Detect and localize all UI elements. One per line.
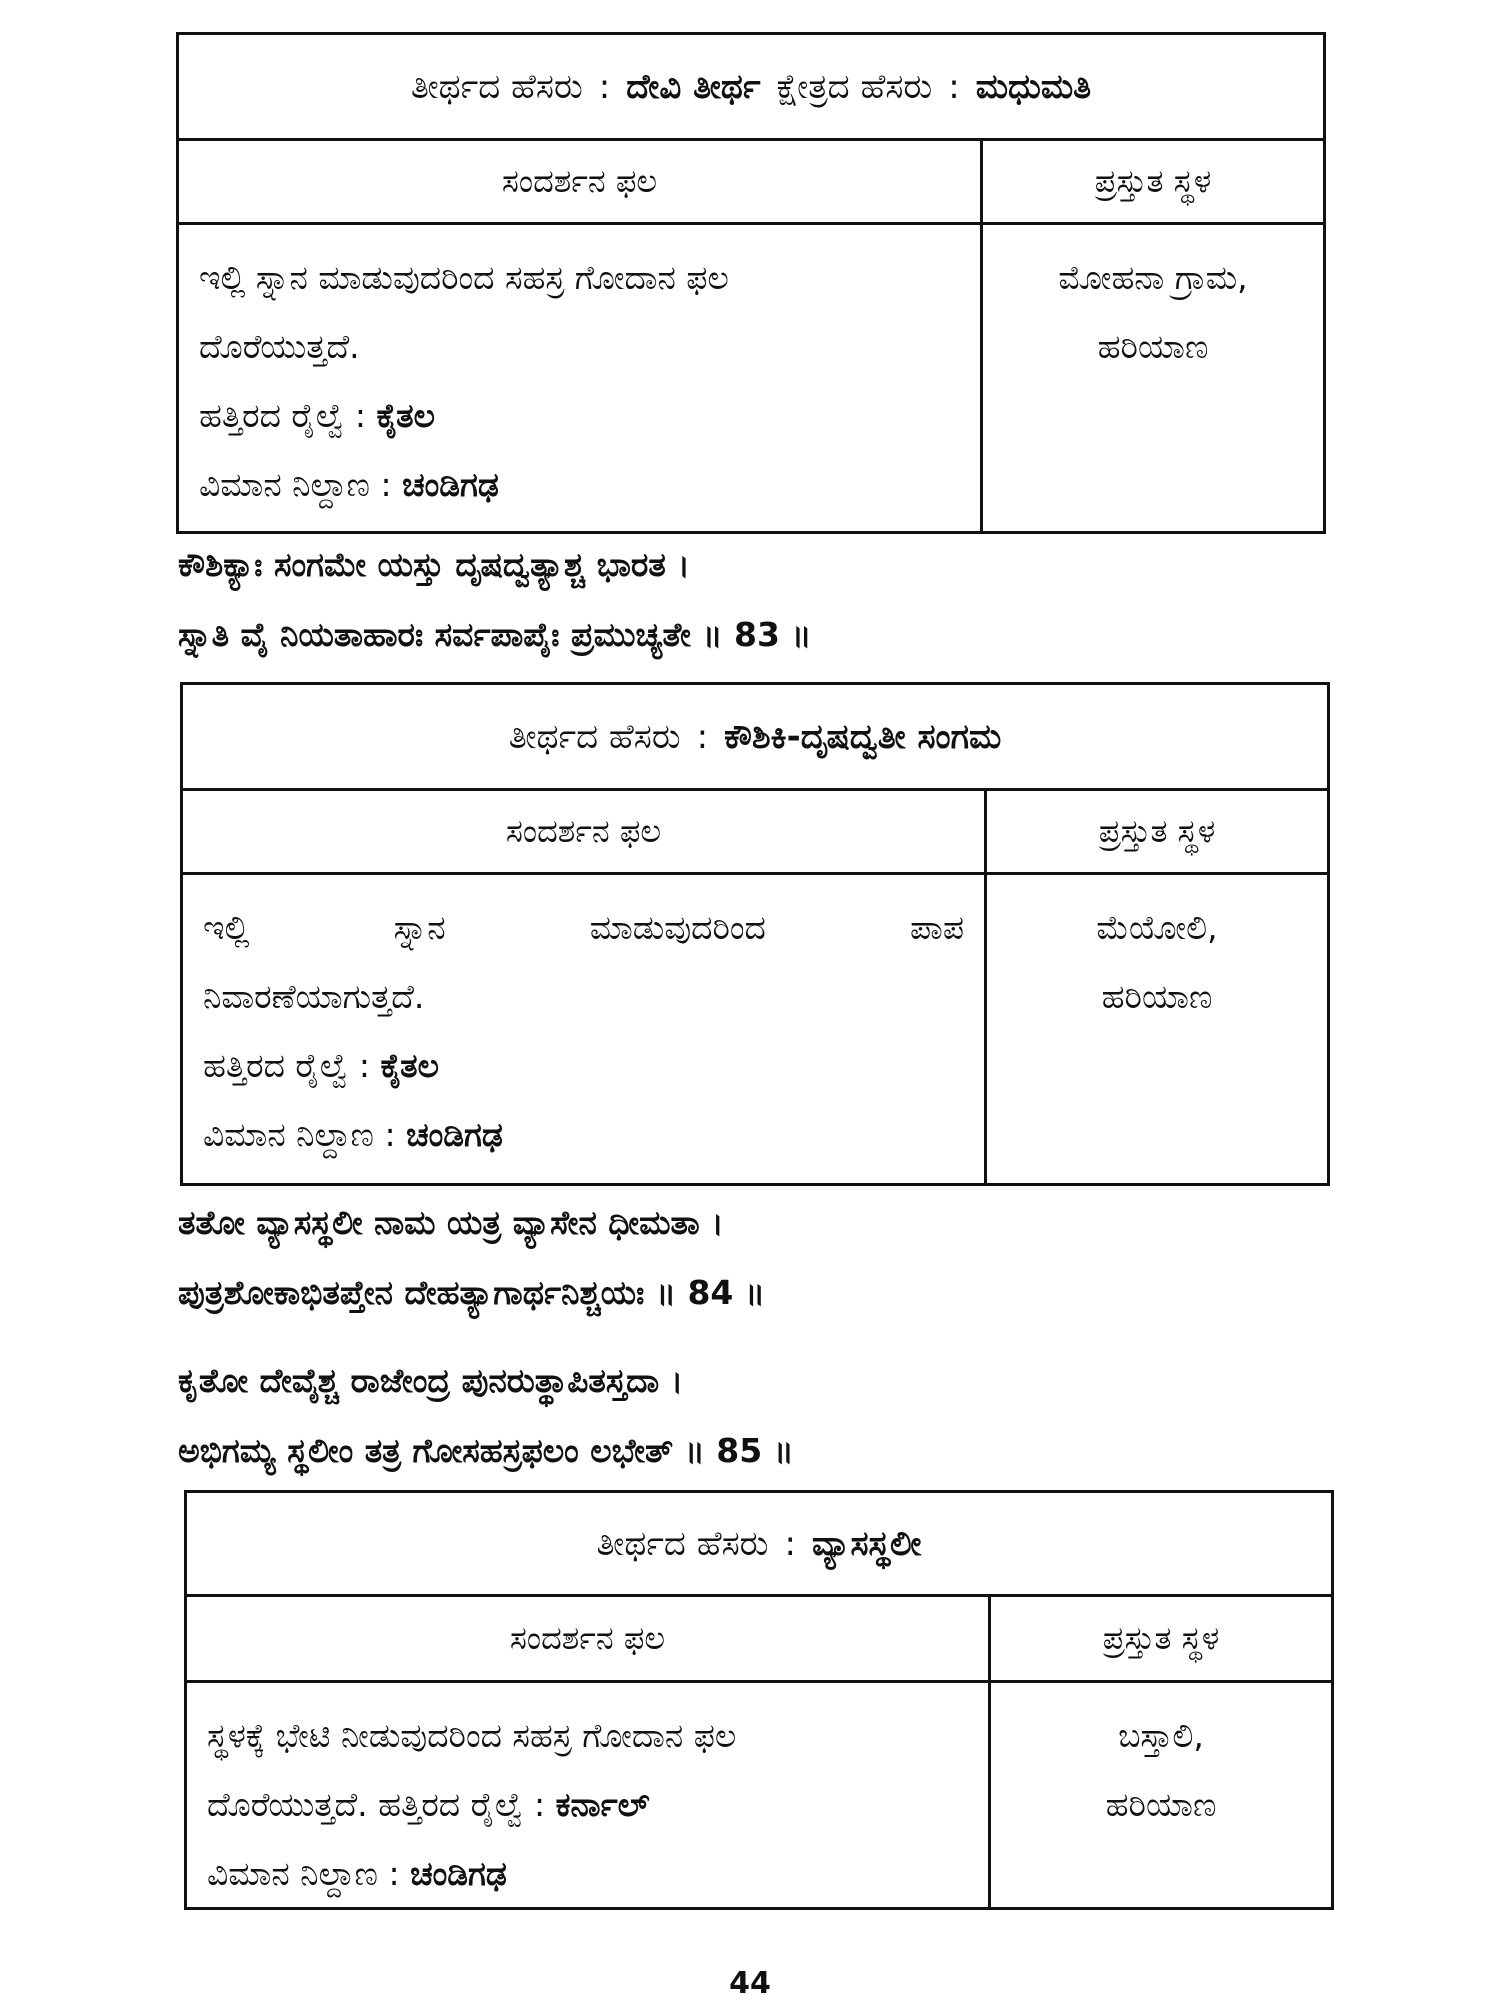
benefit-text-line: ನಿವಾರಣೆಯಾಗುತ್ತದೆ. (203, 977, 425, 1016)
location-line: ಹರಿಯಾಣ (1105, 1785, 1217, 1824)
colon: : (358, 1046, 370, 1085)
railway-label: ಹತ್ತಿರದ ರೈಲ್ವೆ (199, 396, 345, 435)
table-body-row (179, 225, 1323, 531)
tirtha-table-kaushiki (180, 682, 1330, 1186)
table-body-row (187, 1683, 1331, 1907)
airport-line (203, 1100, 964, 1169)
benefit-cell (179, 225, 983, 531)
benefit-word: ಪಾಪ (910, 908, 964, 947)
airport-label: ವಿಮಾನ ನಿಲ್ದಾಣ (203, 1115, 374, 1154)
railway-value: ಕರ್ನಾಲ್ (555, 1785, 650, 1824)
table-title-row (187, 1493, 1331, 1597)
airport-line (207, 1839, 968, 1908)
colon: : (534, 1785, 546, 1824)
benefit-text-line: ಸ್ಥಳಕ್ಕೆ ಭೇಟಿ ನೀಡುವುದರಿಂದ ಸಹಸ್ರ ಗೋದಾನ ಫಲ (207, 1716, 737, 1755)
location-cell (987, 875, 1327, 1183)
benefit-word: ಸ್ನಾನ (393, 908, 446, 947)
benefit-word: ಮಾಡುವುದರಿಂದ (589, 908, 766, 947)
column-header-benefit: ಸಂದರ್ಶನ ಫಲ (187, 1597, 991, 1680)
kshetra-name-value: ಮಧುಮತಿ (975, 66, 1092, 107)
column-header-location: ಪ್ರಸ್ತುತ ಸ್ಥಳ (1094, 162, 1212, 200)
railway-value: ಕೈತಲ (380, 1046, 439, 1085)
colon: : (696, 716, 709, 757)
benefit-cell (183, 875, 987, 1183)
railway-value: ಕೈತಲ (376, 396, 435, 435)
column-header-benefit: ಸಂದರ್ಶನ ಫಲ (183, 791, 987, 872)
tirtha-name-label: ತೀರ್ಥದ ಹೆಸರು (596, 1523, 769, 1564)
benefit-text-line: ಇಲ್ಲಿ ಸ್ನಾನ ಮಾಡುವುದರಿಂದ ಸಹಸ್ರ ಗೋದಾನ ಫಲ (199, 258, 729, 297)
table-header-row (187, 1597, 1331, 1683)
table-body-row (183, 875, 1327, 1183)
benefit-cell (187, 1683, 991, 1907)
benefit-text-line: ದೊರೆಯುತ್ತದೆ. (199, 327, 360, 366)
airport-label: ವಿಮಾನ ನಿಲ್ದಾಣ (207, 1854, 378, 1893)
benefit-word: ಇಲ್ಲಿ (203, 908, 250, 947)
location-line: ಹರಿಯಾಣ (1101, 977, 1213, 1016)
location-cell (991, 1683, 1331, 1907)
column-header-location: ಪ್ರಸ್ತುತ ಸ್ಥಳ (1102, 1619, 1220, 1657)
airport-value: ಚಂಡಿಗಢ (402, 465, 499, 504)
verse-84-line-1: ತತೋ ವ್ಯಾಸಸ್ಥಲೀ ನಾಮ ಯತ್ರ ವ್ಯಾಸೇನ ಧೀಮತಾ । (178, 1203, 724, 1242)
colon: : (948, 66, 960, 107)
column-header-location: ಪ್ರಸ್ತುತ ಸ್ಥಳ (1098, 812, 1216, 850)
location-line: ಮೋಹನಾ ಗ್ರಾಮ, (1058, 258, 1248, 297)
tirtha-name-label: ತೀರ್ಥದ ಹೆಸರು (410, 66, 583, 107)
column-header-benefit: ಸಂದರ್ಶನ ಫಲ (179, 141, 983, 222)
table-title-row (183, 685, 1327, 791)
verse-83-line-1: ಕೌಶಿಕ್ಯಾಃ ಸಂಗಮೇ ಯಸ್ತು ದೃಷದ್ವತ್ಯಾಶ್ಚ ಭಾರತ । (178, 545, 690, 584)
railway-label: ಹತ್ತಿರದ ರೈಲ್ವೆ (203, 1046, 349, 1085)
colon: : (384, 1115, 396, 1154)
railway-line (199, 381, 960, 450)
tirtha-name-value: ಕೌಶಿಕಿ-ದೃಷದ್ವತೀ ಸಂಗಮ (724, 716, 1002, 757)
railway-line (203, 1031, 964, 1100)
tirtha-name-value: ವ್ಯಾಸಸ್ಥಲೀ (811, 1523, 922, 1564)
colon: : (380, 465, 392, 504)
table-header-row (179, 141, 1323, 225)
kshetra-name-label: ಕ್ಷೇತ್ರದ ಹೆಸರು (776, 66, 933, 107)
tirtha-table-devi (176, 32, 1326, 534)
tirtha-name-label: ತೀರ್ಥದ ಹೆಸರು (508, 716, 681, 757)
colon: : (354, 396, 366, 435)
location-cell (983, 225, 1323, 531)
verse-85-line-2: ಅಭಿಗಮ್ಯ ಸ್ಥಲೀಂ ತತ್ರ ಗೋಸಹಸ್ರಫಲಂ ಲಭೇತ್ ॥ 85 ॥ (178, 1431, 794, 1470)
location-line: ಮೆಯೋಲಿ, (1096, 908, 1218, 947)
colon: : (598, 66, 611, 107)
page-number: 44 (729, 1966, 771, 2001)
benefit-text-line (207, 1770, 968, 1839)
verse-85-line-1: ಕೃತೋ ದೇವೈಶ್ಚ ರಾಜೇಂದ್ರ ಪುನರುತ್ಥಾಪಿತಸ್ತದಾ । (178, 1361, 684, 1400)
airport-label: ವಿಮಾನ ನಿಲ್ದಾಣ (199, 465, 370, 504)
benefit-text-line (203, 893, 964, 962)
tirtha-table-vyasasthali (184, 1490, 1334, 1910)
location-line: ಬಸ್ತಾಲಿ, (1118, 1716, 1204, 1755)
location-line: ಹರಿಯಾಣ (1097, 327, 1209, 366)
tirtha-name-value: ದೇವಿ ತೀರ್ಥ (626, 66, 761, 107)
colon: : (388, 1854, 400, 1893)
table-header-row (183, 791, 1327, 875)
verse-83-line-2: ಸ್ನಾತಿ ವೈ ನಿಯತಾಹಾರಃ ಸರ್ವಪಾಪೈಃ ಪ್ರಮುಚ್ಯತೇ ॥ 83 ॥ (178, 615, 812, 654)
colon: : (784, 1523, 796, 1564)
airport-value: ಚಂಡಿಗಢ (410, 1854, 507, 1893)
table-title-row (179, 35, 1323, 141)
benefit-railway-text: ದೊರೆಯುತ್ತದೆ. ಹತ್ತಿರದ ರೈಲ್ವೆ (207, 1785, 524, 1824)
airport-line (199, 450, 960, 519)
verse-84-line-2: ಪುತ್ರಶೋಕಾಭಿತಪ್ತೇನ ದೇಹತ್ಯಾಗಾರ್ಥನಿಶ್ಚಯಃ ॥ 84 ॥ (178, 1273, 766, 1312)
airport-value: ಚಂಡಿಗಢ (406, 1115, 503, 1154)
